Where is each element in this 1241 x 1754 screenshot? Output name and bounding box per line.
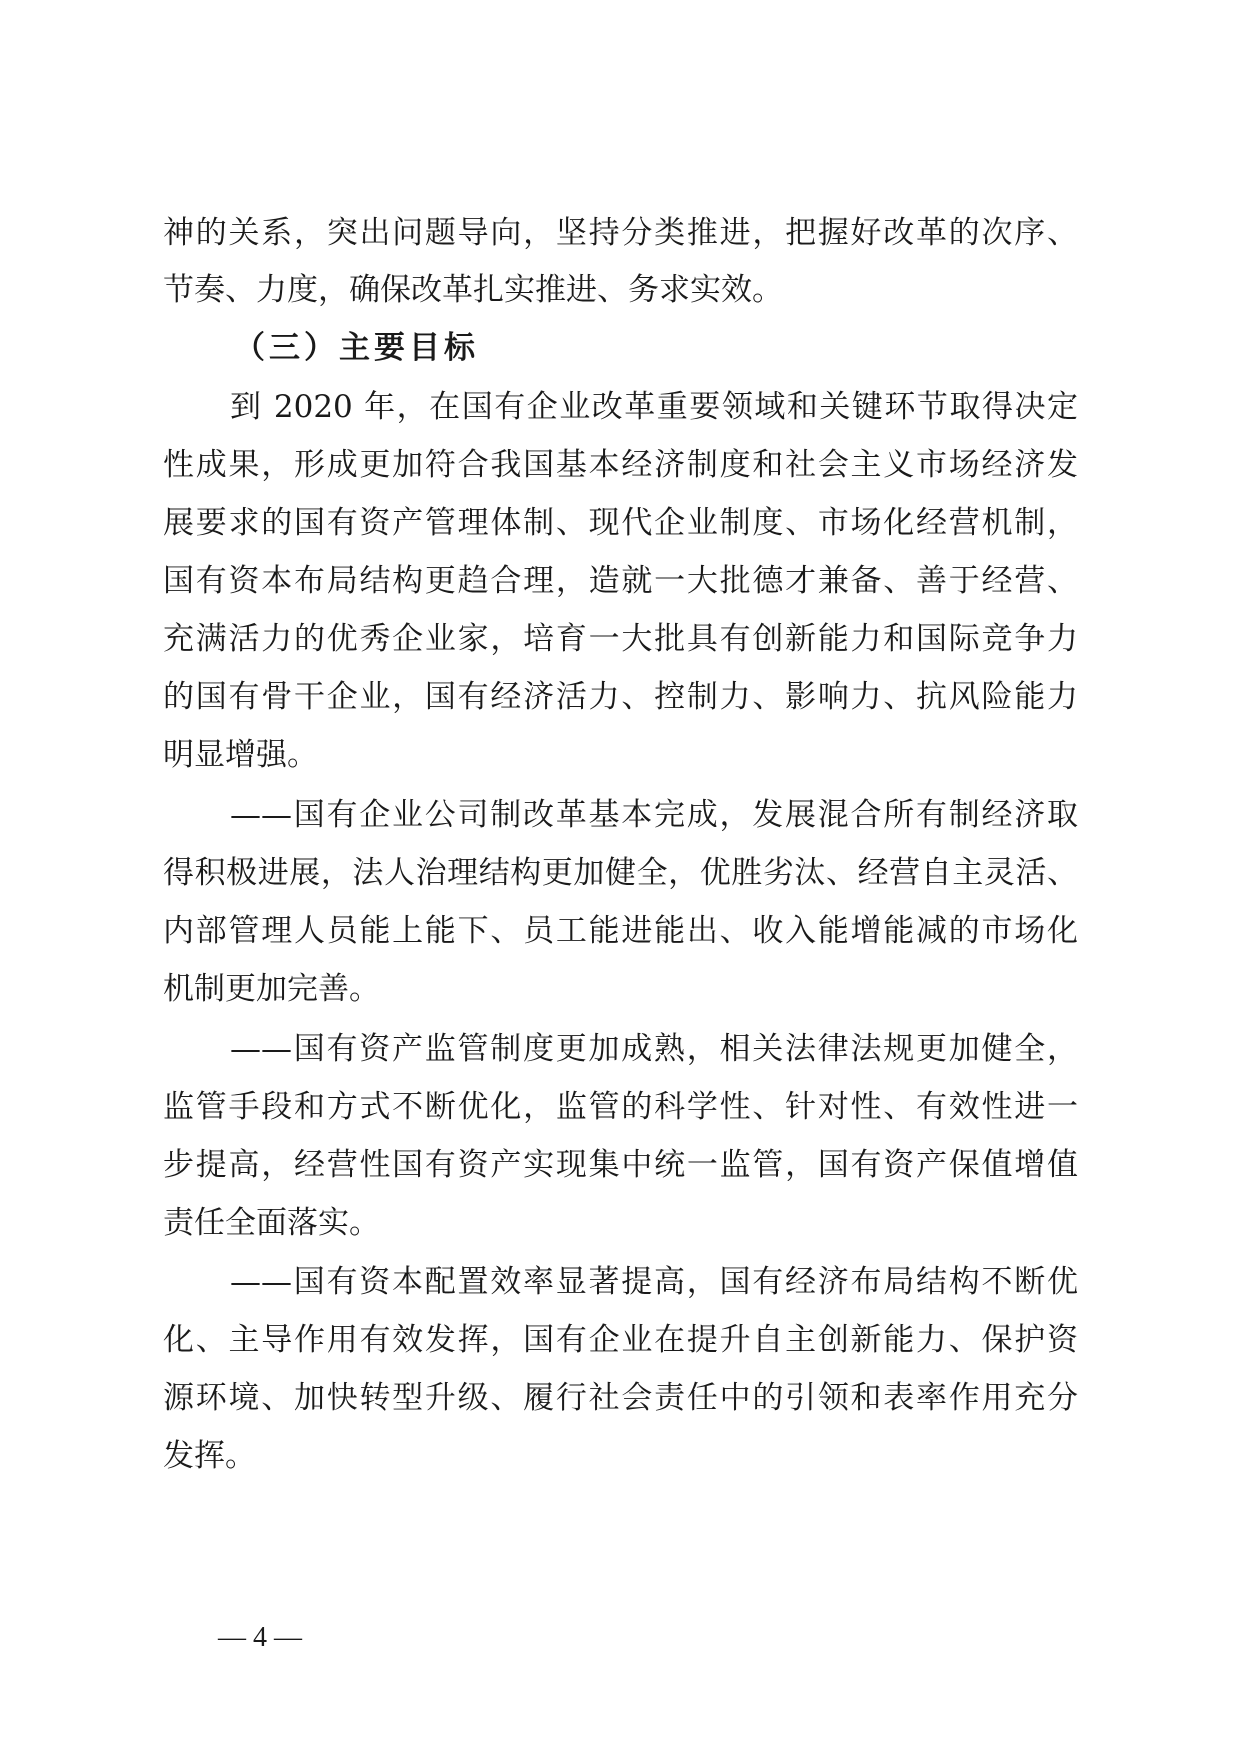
body-text-line: 化、主导作用有效发挥，国有企业在提升自主创新能力、保护资 bbox=[163, 1322, 1078, 1358]
body-text-line: ——国有资本配置效率显著提高，国有经济布局结构不断优 bbox=[230, 1264, 1078, 1300]
body-text-line: 的国有骨干企业，国有经济活力、控制力、影响力、抗风险能力 bbox=[163, 679, 1078, 715]
body-text-line: 节奏、力度，确保改革扎实推进、务求实效。 bbox=[163, 272, 783, 308]
section-heading: （三）主要目标 bbox=[234, 330, 479, 366]
page-number: — 4 — bbox=[218, 1622, 302, 1653]
body-text-line: 源环境、加快转型升级、履行社会责任中的引领和表率作用充分 bbox=[163, 1380, 1078, 1416]
body-text-line: 内部管理人员能上能下、员工能进能出、收入能增能减的市场化 bbox=[163, 913, 1078, 949]
body-text-line: 明显增强。 bbox=[163, 737, 318, 773]
body-text-line: ——国有资产监管制度更加成熟，相关法律法规更加健全， bbox=[230, 1031, 1078, 1067]
body-text-line: 展要求的国有资产管理体制、现代企业制度、市场化经营机制， bbox=[163, 505, 1078, 541]
body-text-line: 监管手段和方式不断优化，监管的科学性、针对性、有效性进一 bbox=[163, 1089, 1078, 1125]
body-text-line: 神的关系，突出问题导向，坚持分类推进，把握好改革的次序、 bbox=[163, 215, 1078, 251]
body-text-line: 性成果，形成更加符合我国基本经济制度和社会主义市场经济发 bbox=[163, 447, 1078, 483]
body-text-line: 到 2020 年，在国有企业改革重要领域和关键环节取得决定 bbox=[230, 389, 1078, 425]
body-text-line: 得积极进展，法人治理结构更加健全，优胜劣汰、经营自主灵活、 bbox=[163, 855, 1078, 891]
body-text-line: 充满活力的优秀企业家，培育一大批具有创新能力和国际竞争力 bbox=[163, 621, 1078, 657]
body-text-line: 国有资本布局结构更趋合理，造就一大批德才兼备、善于经营、 bbox=[163, 563, 1078, 599]
body-text-line: 责任全面落实。 bbox=[163, 1205, 380, 1241]
body-text-line: 发挥。 bbox=[163, 1438, 256, 1474]
body-text-line: 机制更加完善。 bbox=[163, 971, 380, 1007]
body-text-line: ——国有企业公司制改革基本完成，发展混合所有制经济取 bbox=[230, 797, 1078, 833]
body-text-line: 步提高，经营性国有资产实现集中统一监管，国有资产保值增值 bbox=[163, 1147, 1078, 1183]
